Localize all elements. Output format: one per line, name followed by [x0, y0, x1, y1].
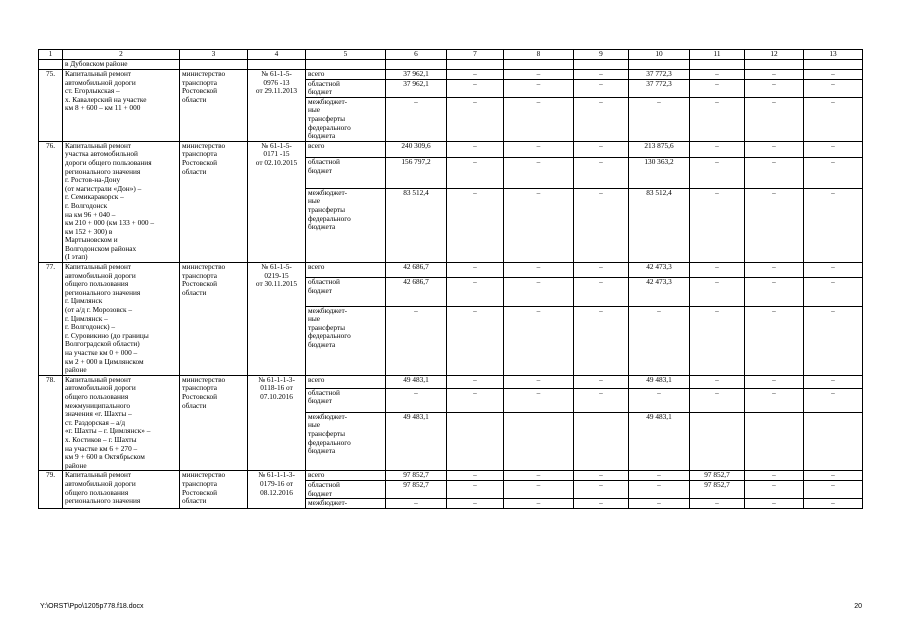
amount-cell: –	[745, 480, 804, 498]
col-header: 7	[447, 50, 504, 60]
amount-cell: 37 772,3	[629, 79, 690, 97]
funding-source: всего	[306, 70, 386, 80]
amount-cell: –	[690, 97, 745, 141]
amount-cell: –	[504, 263, 574, 278]
object-name: Капитальный ремонт участка автомобильной дороги общего пользования регионального значения г. Ростов-на-Дону (от магистрали «Дон») – г. Семикаракорск – г. Волгодонск на км 96 + 040 – км 210 + 000 (км 133 + 000 – км 152 + 300) в Мартыновском и Волгодонском районах (I этап)	[63, 141, 180, 262]
amount-cell	[690, 412, 745, 471]
funding-source: межбюджет- ные трансферты федерального бюджета	[306, 306, 386, 375]
amount-cell: –	[804, 70, 863, 80]
amount-cell: 49 483,1	[386, 375, 447, 388]
amount-cell	[447, 412, 504, 471]
row-number: 77.	[39, 263, 63, 376]
amount-cell: 130 363,2	[629, 157, 690, 188]
amount-cell: –	[447, 141, 504, 157]
amount-cell: –	[745, 141, 804, 157]
amount-cell: 97 852,7	[690, 480, 745, 498]
amount-cell: –	[574, 157, 629, 188]
amount-cell: –	[447, 263, 504, 278]
amount-cell: –	[504, 79, 574, 97]
col-header: 3	[180, 50, 248, 60]
amount-cell: –	[804, 388, 863, 412]
amount-cell: –	[629, 499, 690, 509]
section-note: в Дубовском районе	[63, 60, 180, 70]
col-header: 6	[386, 50, 447, 60]
amount-cell: –	[574, 499, 629, 509]
table-row	[39, 70, 863, 80]
amount-cell: 49 483,1	[629, 375, 690, 388]
amount-cell: –	[629, 388, 690, 412]
amount-cell: –	[447, 375, 504, 388]
amount-cell: 97 852,7	[386, 480, 447, 498]
amount-cell: –	[690, 499, 745, 509]
amount-cell: 156 797,2	[386, 157, 447, 188]
amount-cell: –	[629, 306, 690, 375]
row-number: 79.	[39, 471, 63, 508]
amount-cell: –	[804, 79, 863, 97]
amount-cell: –	[690, 70, 745, 80]
col-header: 1	[39, 50, 63, 60]
amount-cell: 49 483,1	[386, 412, 447, 471]
amount-cell: –	[745, 157, 804, 188]
amount-cell: 42 473,3	[629, 263, 690, 278]
col-header: 2	[63, 50, 180, 60]
amount-cell: –	[690, 388, 745, 412]
table-row	[39, 141, 863, 157]
amount-cell: –	[690, 306, 745, 375]
amount-cell: 37 772,3	[629, 70, 690, 80]
amount-cell: 49 483,1	[629, 412, 690, 471]
amount-cell: –	[804, 471, 863, 481]
amount-cell: –	[447, 480, 504, 498]
expert-conclusion: № 61-1-1-3- 0179-16 от 08.12.2016	[248, 471, 306, 508]
amount-cell: –	[447, 278, 504, 307]
amount-cell	[745, 412, 804, 471]
amount-cell: –	[804, 375, 863, 388]
funding-source: областной бюджет	[306, 278, 386, 307]
amount-cell: –	[504, 375, 574, 388]
amount-cell: –	[574, 388, 629, 412]
column-number-row	[39, 50, 863, 60]
amount-cell: –	[804, 499, 863, 509]
amount-cell: 213 875,6	[629, 141, 690, 157]
funding-source: областной бюджет	[306, 157, 386, 188]
amount-cell: 83 512,4	[629, 188, 690, 262]
amount-cell: –	[804, 157, 863, 188]
amount-cell: –	[504, 278, 574, 307]
amount-cell: –	[504, 480, 574, 498]
amount-cell: –	[629, 97, 690, 141]
amount-cell: –	[574, 70, 629, 80]
funding-source: всего	[306, 375, 386, 388]
customer: министерство транспорта Ростовской области	[180, 375, 248, 471]
amount-cell: –	[804, 141, 863, 157]
object-name: Капитальный ремонт автомобильной дороги общего пользования регионального значения г. Цимлянск (от а/д г. Морозовск – г. Цимлянск – г. Волгодонск) – г. Суровикино (до границы Волгоградской области) на участке км 0 + 000 – км 2 + 000 в Цимлянском районе	[63, 263, 180, 376]
file-path: Y:\ORST\Ppo\1205p778.f18.docx	[40, 603, 144, 610]
amount-cell: –	[574, 278, 629, 307]
object-name: Капитальный ремонт автомобильной дороги общего пользования регионального значения	[63, 471, 180, 508]
amount-cell: 42 686,7	[386, 263, 447, 278]
table-row	[39, 375, 863, 388]
amount-cell: –	[745, 499, 804, 509]
funding-source: межбюджет- ные трансферты федерального бюджета	[306, 188, 386, 262]
funding-source: всего	[306, 471, 386, 481]
col-header: 12	[745, 50, 804, 60]
amount-cell: –	[447, 499, 504, 509]
amount-cell: –	[629, 480, 690, 498]
amount-cell: –	[574, 480, 629, 498]
amount-cell: –	[574, 97, 629, 141]
section-note-row	[39, 60, 863, 70]
amount-cell: –	[447, 306, 504, 375]
amount-cell: –	[574, 471, 629, 481]
amount-cell: –	[447, 188, 504, 262]
amount-cell: 97 852,7	[690, 471, 745, 481]
amount-cell: –	[690, 79, 745, 97]
amount-cell: –	[804, 278, 863, 307]
amount-cell: 42 686,7	[386, 278, 447, 307]
amount-cell: –	[629, 471, 690, 481]
amount-cell: –	[386, 388, 447, 412]
amount-cell: –	[574, 263, 629, 278]
amount-cell	[574, 412, 629, 471]
amount-cell: –	[386, 97, 447, 141]
amount-cell: –	[804, 263, 863, 278]
amount-cell: –	[504, 188, 574, 262]
funding-source: межбюджет- ные трансферты федерального бюджета	[306, 97, 386, 141]
amount-cell: –	[504, 97, 574, 141]
amount-cell: –	[386, 499, 447, 509]
amount-cell: –	[804, 306, 863, 375]
amount-cell: –	[447, 70, 504, 80]
amount-cell: –	[574, 306, 629, 375]
expert-conclusion: № 61-1-5- 0976 -13 от 29.11.2013	[248, 70, 306, 142]
amount-cell: –	[504, 157, 574, 188]
amount-cell: –	[745, 471, 804, 481]
amount-cell: –	[504, 306, 574, 375]
row-number: 78.	[39, 375, 63, 471]
amount-cell: –	[690, 188, 745, 262]
amount-cell: 37 962,1	[386, 79, 447, 97]
amount-cell: –	[574, 141, 629, 157]
amount-cell: –	[447, 79, 504, 97]
amount-cell: –	[574, 188, 629, 262]
amount-cell: –	[504, 70, 574, 80]
amount-cell: –	[690, 141, 745, 157]
customer: министерство транспорта Ростовской области	[180, 471, 248, 508]
amount-cell: –	[690, 157, 745, 188]
financing-table	[38, 49, 863, 509]
amount-cell: –	[690, 278, 745, 307]
amount-cell: –	[745, 79, 804, 97]
amount-cell: 83 512,4	[386, 188, 447, 262]
customer: министерство транспорта Ростовской области	[180, 141, 248, 262]
amount-cell: –	[504, 471, 574, 481]
expert-conclusion: № 61-1-5- 0171 -15 от 02.10.2015	[248, 141, 306, 262]
amount-cell: –	[745, 188, 804, 262]
amount-cell: –	[504, 141, 574, 157]
amount-cell: –	[690, 263, 745, 278]
amount-cell: –	[504, 388, 574, 412]
col-header: 13	[804, 50, 863, 60]
amount-cell: –	[447, 157, 504, 188]
amount-cell	[804, 412, 863, 471]
col-header: 9	[574, 50, 629, 60]
col-header: 4	[248, 50, 306, 60]
amount-cell: –	[447, 388, 504, 412]
amount-cell	[504, 412, 574, 471]
funding-source: областной бюджет	[306, 79, 386, 97]
amount-cell: 240 309,6	[386, 141, 447, 157]
funding-source: областной бюджет	[306, 480, 386, 498]
col-header: 10	[629, 50, 690, 60]
col-header: 11	[690, 50, 745, 60]
amount-cell: –	[745, 97, 804, 141]
table-row	[39, 471, 863, 481]
table-row	[39, 263, 863, 278]
amount-cell: –	[745, 306, 804, 375]
amount-cell: –	[804, 97, 863, 141]
funding-source: межбюджет- ные трансферты федерального бюджета	[306, 412, 386, 471]
amount-cell: –	[745, 375, 804, 388]
page-number: 20	[854, 603, 862, 610]
amount-cell: 42 473,3	[629, 278, 690, 307]
object-name: Капитальный ремонт автомобильной дороги общего пользования межмуниципального значения «г. Шахты – ст. Раздорская – а/д «г. Шахты – г. Цимлянск» – х. Костиков – г. Шахты на участке км 6 + 270 – км 9 + 600 в Октябрьском районе	[63, 375, 180, 471]
funding-source: межбюджет-	[306, 499, 386, 509]
amount-cell: –	[745, 388, 804, 412]
amount-cell: –	[447, 471, 504, 481]
amount-cell: –	[690, 375, 745, 388]
amount-cell: –	[745, 278, 804, 307]
expert-conclusion: № 61-1-1-3- 0118-16 от 07.10.2016	[248, 375, 306, 471]
amount-cell: –	[804, 480, 863, 498]
amount-cell: 97 852,7	[386, 471, 447, 481]
amount-cell: –	[574, 79, 629, 97]
funding-source: всего	[306, 141, 386, 157]
amount-cell: –	[745, 70, 804, 80]
col-header: 5	[306, 50, 386, 60]
customer: министерство транспорта Ростовской области	[180, 263, 248, 376]
amount-cell: –	[745, 263, 804, 278]
amount-cell: –	[804, 188, 863, 262]
col-header: 8	[504, 50, 574, 60]
expert-conclusion: № 61-1-5- 0219-15 от 30.11.2015	[248, 263, 306, 376]
funding-source: областной бюджет	[306, 388, 386, 412]
amount-cell: –	[574, 375, 629, 388]
amount-cell: –	[504, 499, 574, 509]
row-number: 76.	[39, 141, 63, 262]
amount-cell: –	[447, 97, 504, 141]
row-number: 75.	[39, 70, 63, 142]
object-name: Капитальный ремонт автомобильной дороги ст. Егорлыкская – х. Кавалерский на участке км 8 + 600 – км 11 + 000	[63, 70, 180, 142]
customer: министерство транспорта Ростовской области	[180, 70, 248, 142]
funding-source: всего	[306, 263, 386, 278]
amount-cell: 37 962,1	[386, 70, 447, 80]
amount-cell: –	[386, 306, 447, 375]
